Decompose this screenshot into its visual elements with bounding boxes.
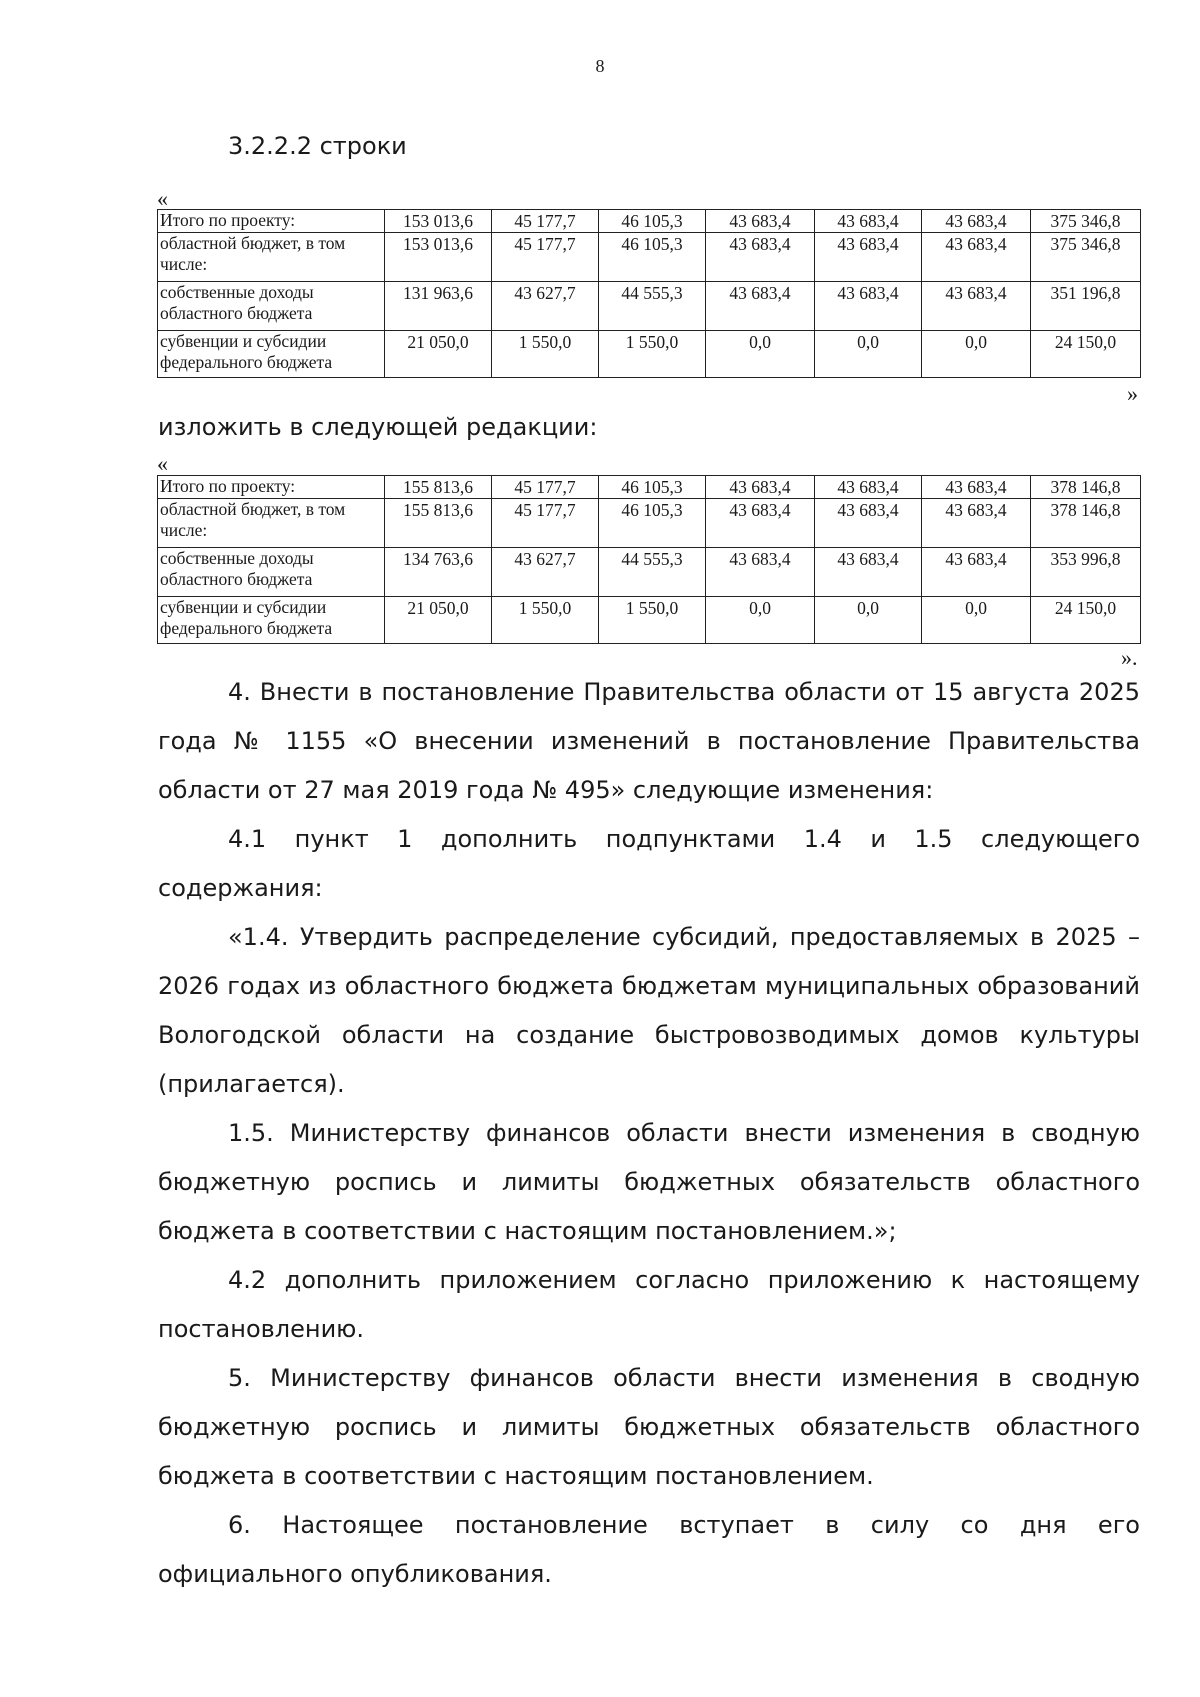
value-cell: 0,0 [706, 331, 815, 378]
value-cell: 43 683,4 [815, 476, 922, 499]
close-quote-1: » [1127, 381, 1138, 406]
value-cell: 351 196,8 [1031, 282, 1141, 331]
paragraph-1-5: 1.5. Министерству финансов области внести изменения в сводную бюджетную роспись и лимиты бюджетных обязательств областного бюджета в соответствии с настоящим постановлением.»; [158, 1119, 1140, 1245]
value-cell: 46 105,3 [599, 233, 706, 282]
value-cell: 0,0 [706, 597, 815, 644]
value-cell: 375 346,8 [1031, 210, 1141, 233]
table-row [158, 210, 1141, 233]
value-cell: 1 550,0 [599, 331, 706, 378]
table-new-values [157, 475, 1141, 644]
value-cell: 43 683,4 [815, 282, 922, 331]
paragraph-4-1: 4.1 пункт 1 дополнить подпунктами 1.4 и 1.5 следующего содержания: [158, 825, 1140, 902]
value-cell: 24 150,0 [1031, 597, 1141, 644]
page-number: 8 [595, 56, 605, 76]
row-label: субвенции и субсидии федерального бюджета [158, 331, 385, 378]
value-cell: 43 683,4 [815, 210, 922, 233]
value-cell: 131 963,6 [385, 282, 492, 331]
value-cell: 21 050,0 [385, 597, 492, 644]
value-cell: 153 013,6 [385, 210, 492, 233]
row-label: собственные доходы областного бюджета [158, 548, 385, 597]
value-cell: 46 105,3 [599, 210, 706, 233]
close-quote-2: ». [1121, 645, 1138, 670]
value-cell: 43 683,4 [922, 282, 1031, 331]
value-cell: 375 346,8 [1031, 233, 1141, 282]
row-label: Итого по проекту: [158, 476, 385, 499]
paragraph-4-2: 4.2 дополнить приложением согласно приложению к настоящему постановлению. [158, 1266, 1140, 1343]
value-cell: 155 813,6 [385, 499, 492, 548]
value-cell: 43 683,4 [922, 233, 1031, 282]
table-row [158, 499, 1141, 548]
value-cell: 43 683,4 [815, 499, 922, 548]
value-cell: 43 683,4 [922, 548, 1031, 597]
value-cell: 378 146,8 [1031, 476, 1141, 499]
table-row [158, 233, 1141, 282]
value-cell: 45 177,7 [492, 499, 599, 548]
value-cell: 1 550,0 [492, 597, 599, 644]
table-old-values [157, 209, 1141, 378]
value-cell: 45 177,7 [492, 210, 599, 233]
row-label: собственные доходы областного бюджета [158, 282, 385, 331]
value-cell: 155 813,6 [385, 476, 492, 499]
value-cell: 43 683,4 [706, 476, 815, 499]
open-quote-1: « [157, 186, 168, 211]
value-cell: 1 550,0 [492, 331, 599, 378]
value-cell: 1 550,0 [599, 597, 706, 644]
value-cell: 44 555,3 [599, 548, 706, 597]
value-cell: 43 683,4 [922, 476, 1031, 499]
value-cell: 43 627,7 [492, 548, 599, 597]
value-cell: 44 555,3 [599, 282, 706, 331]
value-cell: 43 683,4 [706, 210, 815, 233]
row-label: областной бюджет, в том числе: [158, 499, 385, 548]
row-label: областной бюджет, в том числе: [158, 233, 385, 282]
value-cell: 0,0 [815, 597, 922, 644]
value-cell: 0,0 [815, 331, 922, 378]
value-cell: 378 146,8 [1031, 499, 1141, 548]
value-cell: 21 050,0 [385, 331, 492, 378]
value-cell: 134 763,6 [385, 548, 492, 597]
value-cell: 43 683,4 [706, 233, 815, 282]
value-cell: 46 105,3 [599, 499, 706, 548]
value-cell: 43 683,4 [815, 548, 922, 597]
value-cell: 0,0 [922, 597, 1031, 644]
table-row [158, 597, 1141, 644]
body-text [158, 668, 1140, 1599]
paragraph-1-4: «1.4. Утвердить распределение субсидий, предоставляемых в 2025 – 2026 годах из областного бюджета бюджетам муниципальных образований Вологодской области на создание быстровозводимых домов культуры (прилагается). [158, 923, 1140, 1098]
value-cell: 353 996,8 [1031, 548, 1141, 597]
paragraph-6: 6. Настоящее постановление вступает в силу со дня его официального опубликования. [158, 1511, 1140, 1588]
row-label: субвенции и субсидии федерального бюджета [158, 597, 385, 644]
value-cell: 43 683,4 [706, 548, 815, 597]
value-cell: 43 683,4 [922, 210, 1031, 233]
table-row [158, 476, 1141, 499]
value-cell: 43 683,4 [815, 233, 922, 282]
paragraph-4: 4. Внести в постановление Правительства области от 15 августа 2025 года № 1155 «О внесении изменений в постановление Правительства области от 27 мая 2019 года № 495» следующие изменения: [158, 678, 1140, 804]
value-cell: 43 683,4 [706, 282, 815, 331]
value-cell: 43 683,4 [922, 499, 1031, 548]
section-heading: 3.2.2.2 строки [228, 132, 407, 160]
value-cell: 43 683,4 [706, 499, 815, 548]
table-row [158, 548, 1141, 597]
table-row [158, 331, 1141, 378]
value-cell: 45 177,7 [492, 233, 599, 282]
value-cell: 46 105,3 [599, 476, 706, 499]
open-quote-2: « [157, 451, 168, 476]
value-cell: 0,0 [922, 331, 1031, 378]
value-cell: 45 177,7 [492, 476, 599, 499]
paragraph-5: 5. Министерству финансов области внести изменения в сводную бюджетную роспись и лимиты бюджетных обязательств областного бюджета в соответствии с настоящим постановлением. [158, 1364, 1140, 1490]
table-row [158, 282, 1141, 331]
value-cell: 43 627,7 [492, 282, 599, 331]
intro-text: изложить в следующей редакции: [158, 413, 598, 441]
value-cell: 153 013,6 [385, 233, 492, 282]
row-label: Итого по проекту: [158, 210, 385, 233]
value-cell: 24 150,0 [1031, 331, 1141, 378]
